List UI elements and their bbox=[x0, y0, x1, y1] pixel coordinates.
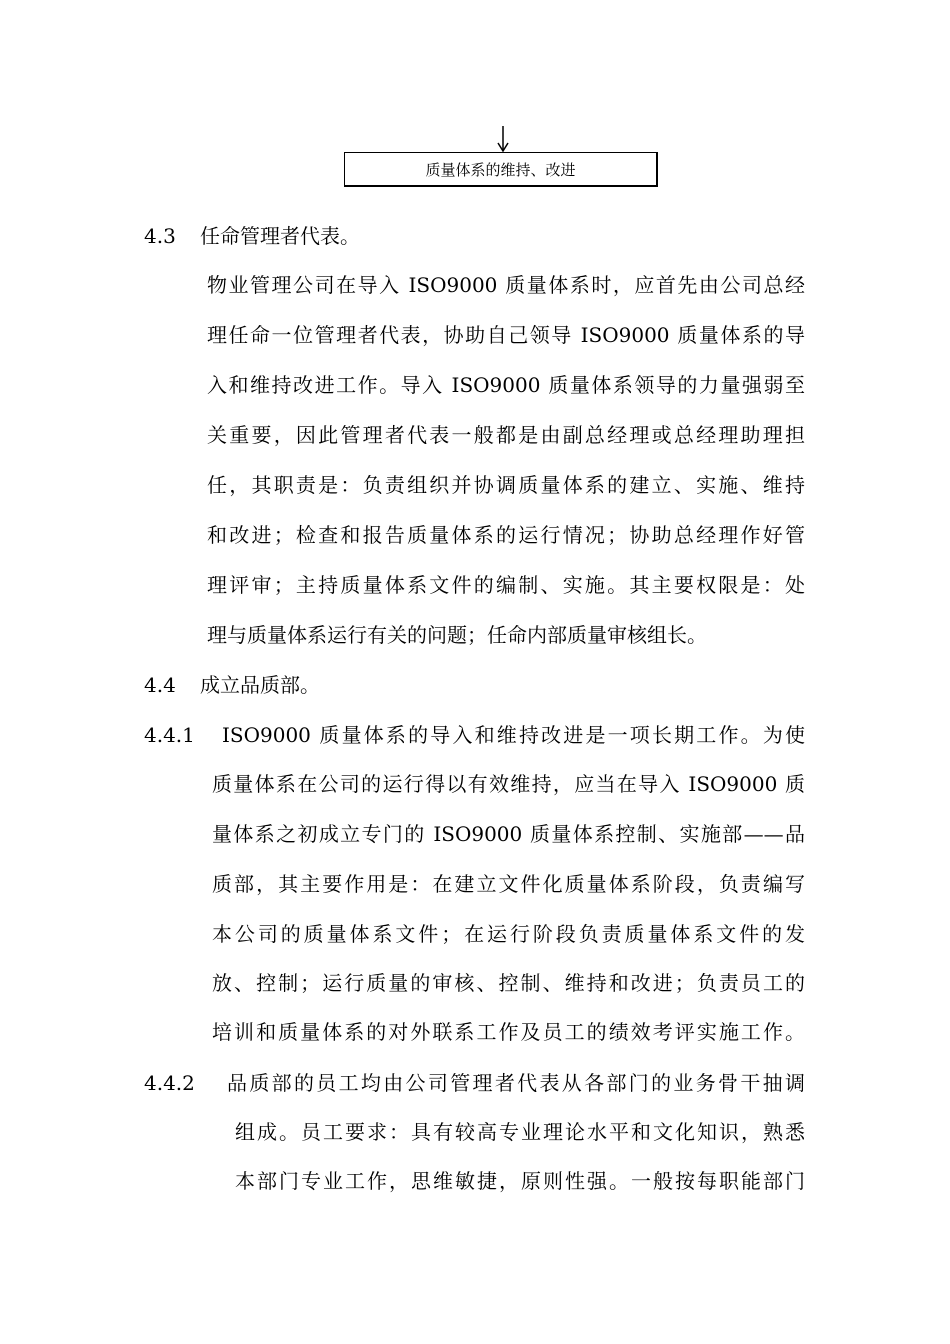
paragraph-line: 和改进；检查和报告质量体系的运行情况；协助总经理作好管 bbox=[207, 523, 805, 547]
section-title: 成立品质部。 bbox=[200, 673, 320, 697]
subsection-number: 4.4.1 bbox=[144, 723, 195, 747]
paragraph-line: ISO9000 质量体系的导入和维持改进是一项长期工作。为使 bbox=[222, 723, 805, 747]
section-number: 4.3 bbox=[144, 224, 176, 248]
paragraph-line: 本公司的质量体系文件；在运行阶段负责质量体系文件的发 bbox=[212, 922, 805, 946]
flowchart-box bbox=[344, 152, 658, 187]
paragraph-line: 组成。员工要求：具有较高专业理论水平和文化知识，熟悉 bbox=[235, 1120, 805, 1144]
paragraph-line: 品质部的员工均由公司管理者代表从各部门的业务骨干抽调 bbox=[227, 1071, 805, 1095]
paragraph-line: 量体系之初成立专门的 ISO9000 质量体系控制、实施部——品 bbox=[212, 822, 805, 846]
paragraph-line: 物业管理公司在导入 ISO9000 质量体系时，应首先由公司总经 bbox=[207, 273, 805, 297]
subsection-number: 4.4.2 bbox=[144, 1071, 195, 1095]
paragraph-line: 本部门专业工作，思维敏捷，原则性强。一般按每职能部门 bbox=[235, 1169, 805, 1193]
paragraph-line: 理评审；主持质量体系文件的编制、实施。其主要权限是：处 bbox=[207, 573, 805, 597]
paragraph-line: 关重要，因此管理者代表一般都是由副总经理或总经理助理担 bbox=[207, 423, 805, 447]
paragraph-line: 入和维持改进工作。导入 ISO9000 质量体系领导的力量强弱至 bbox=[207, 373, 805, 397]
paragraph-line: 理与质量体系运行有关的问题；任命内部质量审核组长。 bbox=[207, 623, 707, 647]
paragraph-line: 任，其职责是：负责组织并协调质量体系的建立、实施、维持 bbox=[207, 473, 805, 497]
flowchart-box-label: 质量体系的维持、改进 bbox=[425, 160, 576, 179]
section-number: 4.4 bbox=[144, 673, 176, 697]
paragraph-line: 放、控制；运行质量的审核、控制、维持和改进；负责员工的 bbox=[212, 971, 805, 995]
paragraph-line: 质量体系在公司的运行得以有效维持，应当在导入 ISO9000 质 bbox=[212, 772, 805, 796]
paragraph-line: 培训和质量体系的对外联系工作及员工的绩效考评实施工作。 bbox=[212, 1020, 805, 1044]
paragraph-line: 质部，其主要作用是：在建立文件化质量体系阶段，负责编写 bbox=[212, 872, 805, 896]
paragraph-line: 理任命一位管理者代表，协助自己领导 ISO9000 质量体系的导 bbox=[207, 323, 805, 347]
section-title: 任命管理者代表。 bbox=[200, 224, 360, 248]
down-arrow-icon bbox=[496, 126, 510, 152]
